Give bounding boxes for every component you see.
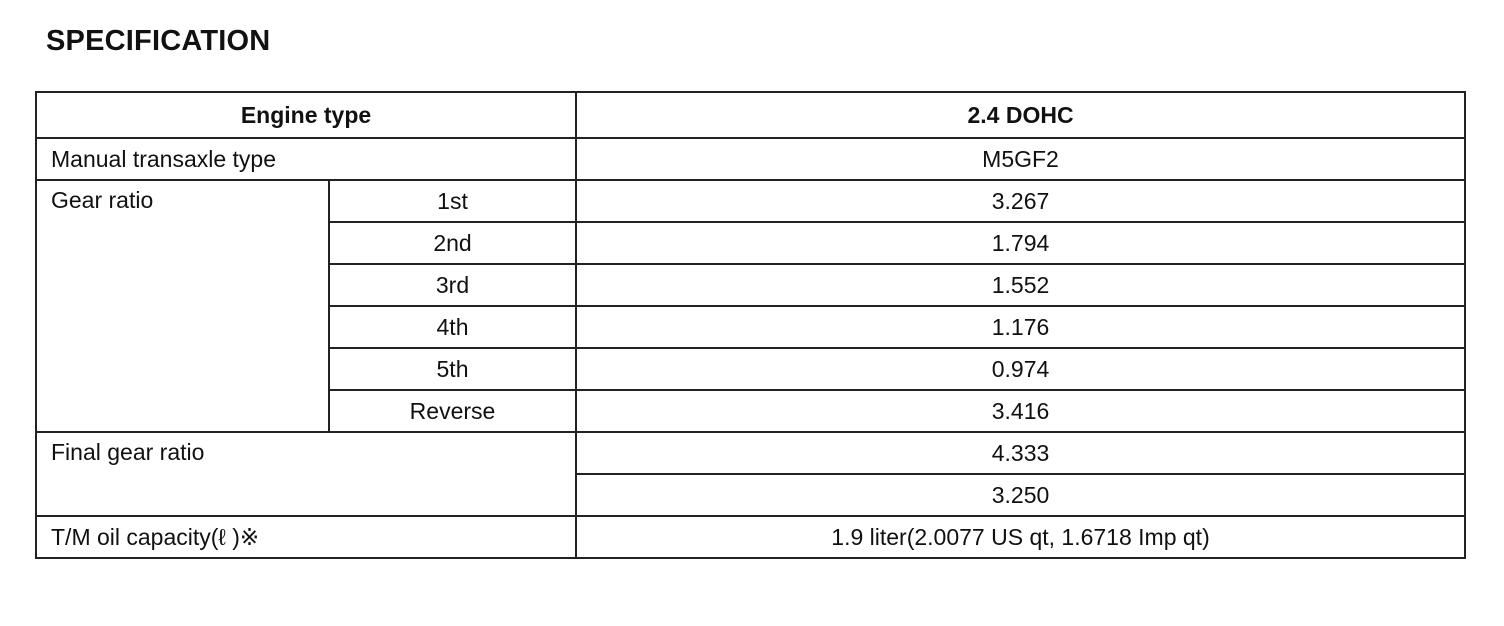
gear-name: 4th [329, 306, 576, 348]
oil-capacity-label: T/M oil capacity(ℓ )※ [36, 516, 576, 558]
engine-type-header: Engine type [36, 92, 576, 138]
gear-ratio-value: 1.794 [576, 222, 1465, 264]
gear-ratio-label: Gear ratio [36, 180, 329, 432]
gear-ratio-value: 1.552 [576, 264, 1465, 306]
page-title: SPECIFICATION [46, 25, 271, 57]
gear-ratio-value: 1.176 [576, 306, 1465, 348]
table-row [36, 138, 1465, 180]
transaxle-type-label: Manual transaxle type [36, 138, 576, 180]
gear-ratio-value: 0.974 [576, 348, 1465, 390]
specification-table [35, 91, 1466, 559]
transaxle-type-value: M5GF2 [576, 138, 1465, 180]
gear-name: 5th [329, 348, 576, 390]
gear-name: 1st [329, 180, 576, 222]
engine-type-value-header: 2.4 DOHC [576, 92, 1465, 138]
final-gear-ratio-value: 3.250 [576, 474, 1465, 516]
table-row [36, 180, 1465, 222]
table-row [36, 432, 1465, 474]
gear-name: Reverse [329, 390, 576, 432]
final-gear-ratio-label: Final gear ratio [36, 432, 576, 516]
gear-ratio-value: 3.416 [576, 390, 1465, 432]
table-row [36, 516, 1465, 558]
oil-capacity-value: 1.9 liter(2.0077 US qt, 1.6718 Imp qt) [576, 516, 1465, 558]
gear-name: 2nd [329, 222, 576, 264]
gear-name: 3rd [329, 264, 576, 306]
gear-ratio-value: 3.267 [576, 180, 1465, 222]
final-gear-ratio-value: 4.333 [576, 432, 1465, 474]
table-header-row [36, 92, 1465, 138]
